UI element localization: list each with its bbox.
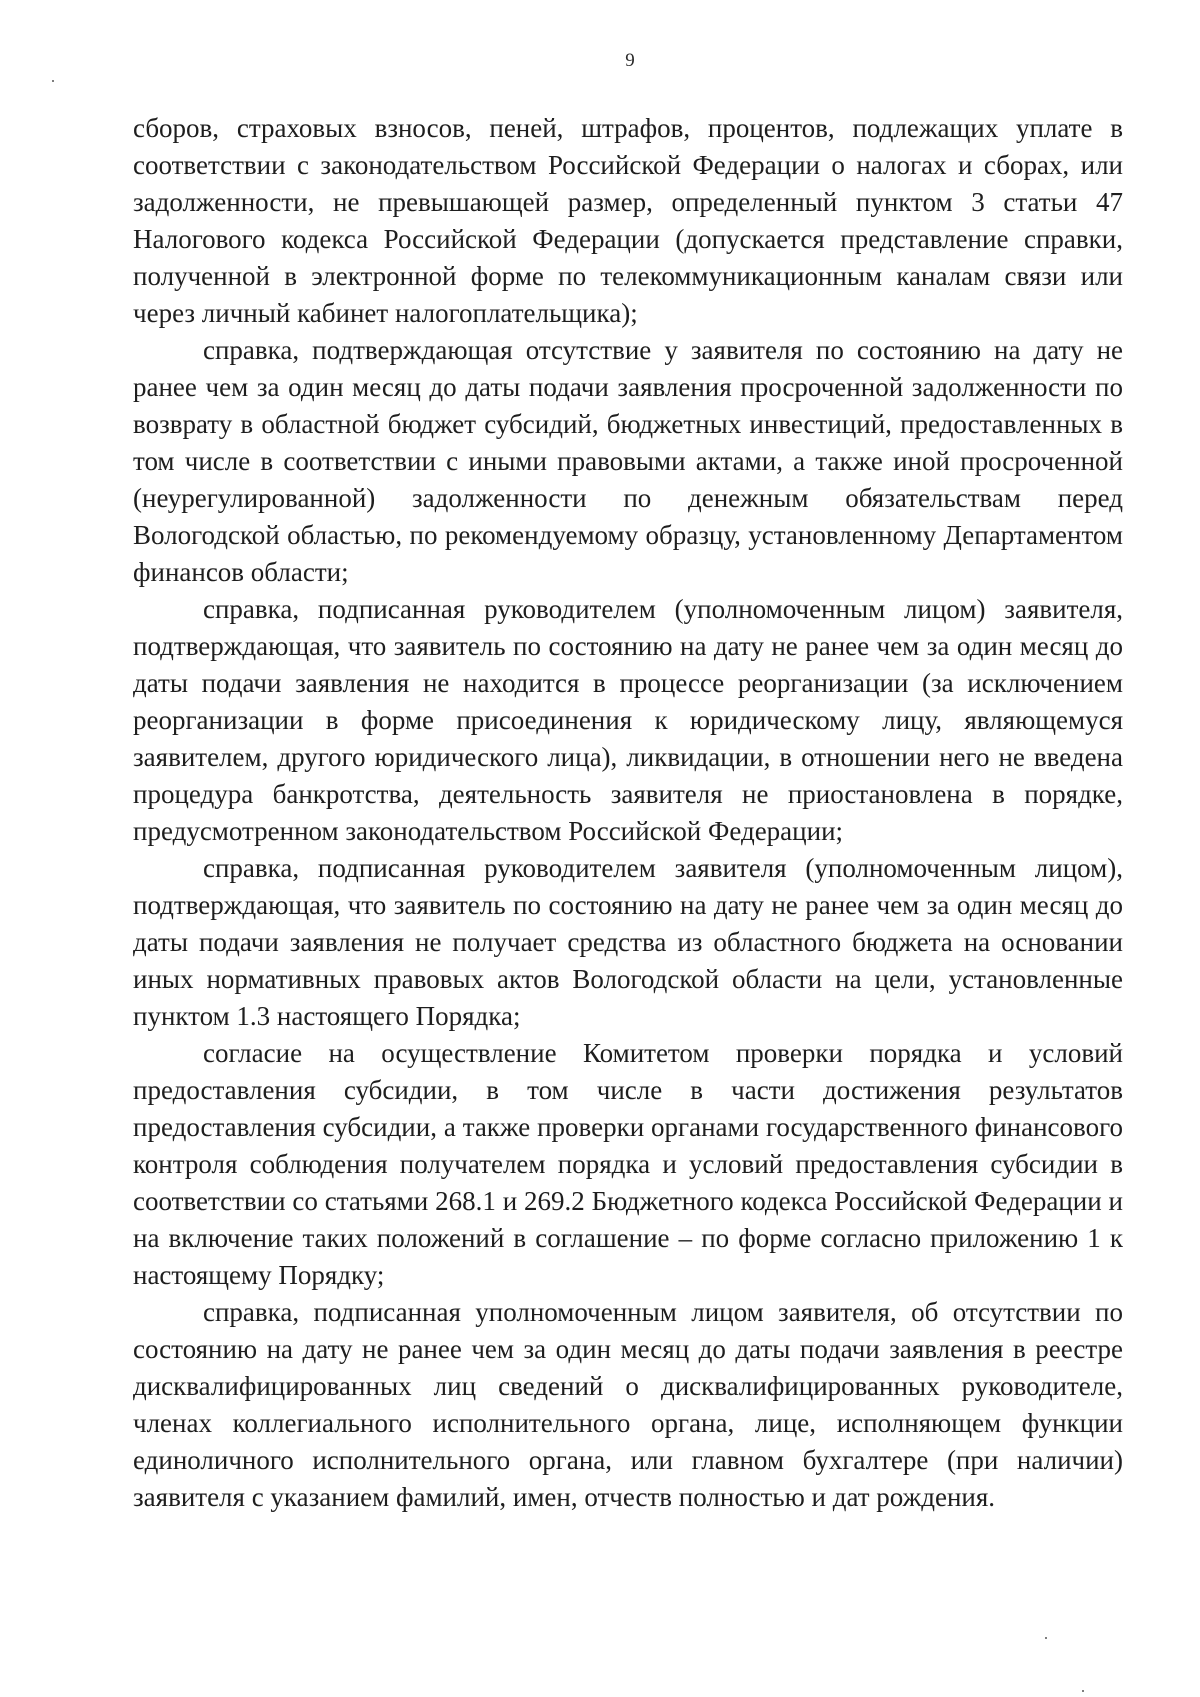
- scan-speck: [1082, 1690, 1084, 1692]
- paragraph-5: согласие на осуществление Комитетом проверки порядка и условий предоставления субсидии, в том числе в части достижения результатов предоставления субсидии, а также проверки органами государственного финансового контроля соблюдения получателем порядка и условий предоставления субсидии в соответствии со статьями 268.1 и 269.2 Бюджетного кодекса Российской Федерации и на включение таких положений в соглашение – по форме согласно приложению 1 к настоящему Порядку;: [133, 1038, 1123, 1290]
- scan-speck: [52, 80, 54, 82]
- scan-speck: [1045, 1637, 1047, 1639]
- paragraph-6: справка, подписанная уполномоченным лицом заявителя, об отсутствии по состоянию на дату не ранее чем за один месяц до даты подачи заявления в реестре дисквалифицированных лиц сведений о дисквалифицированных руководителе, членах коллегиального исполнительного органа, лице, исполняющем функции единоличного исполнительного органа, или главном бухгалтере (при наличии) заявителя с указанием фамилий, имен, отчеств полностью и дат рождения.: [133, 1297, 1123, 1512]
- paragraph-1: сборов, страховых взносов, пеней, штрафов, процентов, подлежащих уплате в соответствии с законодательством Российской Федерации о налогах и сборах, или задолженности, не превышающей размер, определенный пунктом 3 статьи 47 Налогового кодекса Российской Федерации (допускается представление справки, полученной в электронной форме по телекоммуникационным каналам связи или через личный кабинет налогоплательщика);: [133, 113, 1123, 328]
- document-body: [133, 110, 1123, 1516]
- paragraph-3: справка, подписанная руководителем (уполномоченным лицом) заявителя, подтверждающая, что заявитель по состоянию на дату не ранее чем за один месяц до даты подачи заявления не находится в процессе реорганизации (за исключением реорганизации в форме присоединения к юридическому лицу, являющемуся заявителем, другого юридического лица), ликвидации, в отношении него не введена процедура банкротства, деятельность заявителя не приостановлена в порядке, предусмотренном законодательством Российской Федерации;: [133, 594, 1123, 846]
- paragraph-2: справка, подтверждающая отсутствие у заявителя по состоянию на дату не ранее чем за один месяц до даты подачи заявления просроченной задолженности по возврату в областной бюджет субсидий, бюджетных инвестиций, предоставленных в том числе в соответствии с иными правовыми актами, а также иной просроченной (неурегулированной) задолженности по денежным обязательствам перед Вологодской областью, по рекомендуемому образцу, установленному Департаментом финансов области;: [133, 335, 1123, 587]
- paragraph-4: справка, подписанная руководителем заявителя (уполномоченным лицом), подтверждающая, что заявитель по состоянию на дату не ранее чем за один месяц до даты подачи заявления не получает средства из областного бюджета на основании иных нормативных правовых актов Вологодской области на цели, установленные пунктом 1.3 настоящего Порядка;: [133, 853, 1123, 1031]
- page-number: 9: [625, 50, 635, 71]
